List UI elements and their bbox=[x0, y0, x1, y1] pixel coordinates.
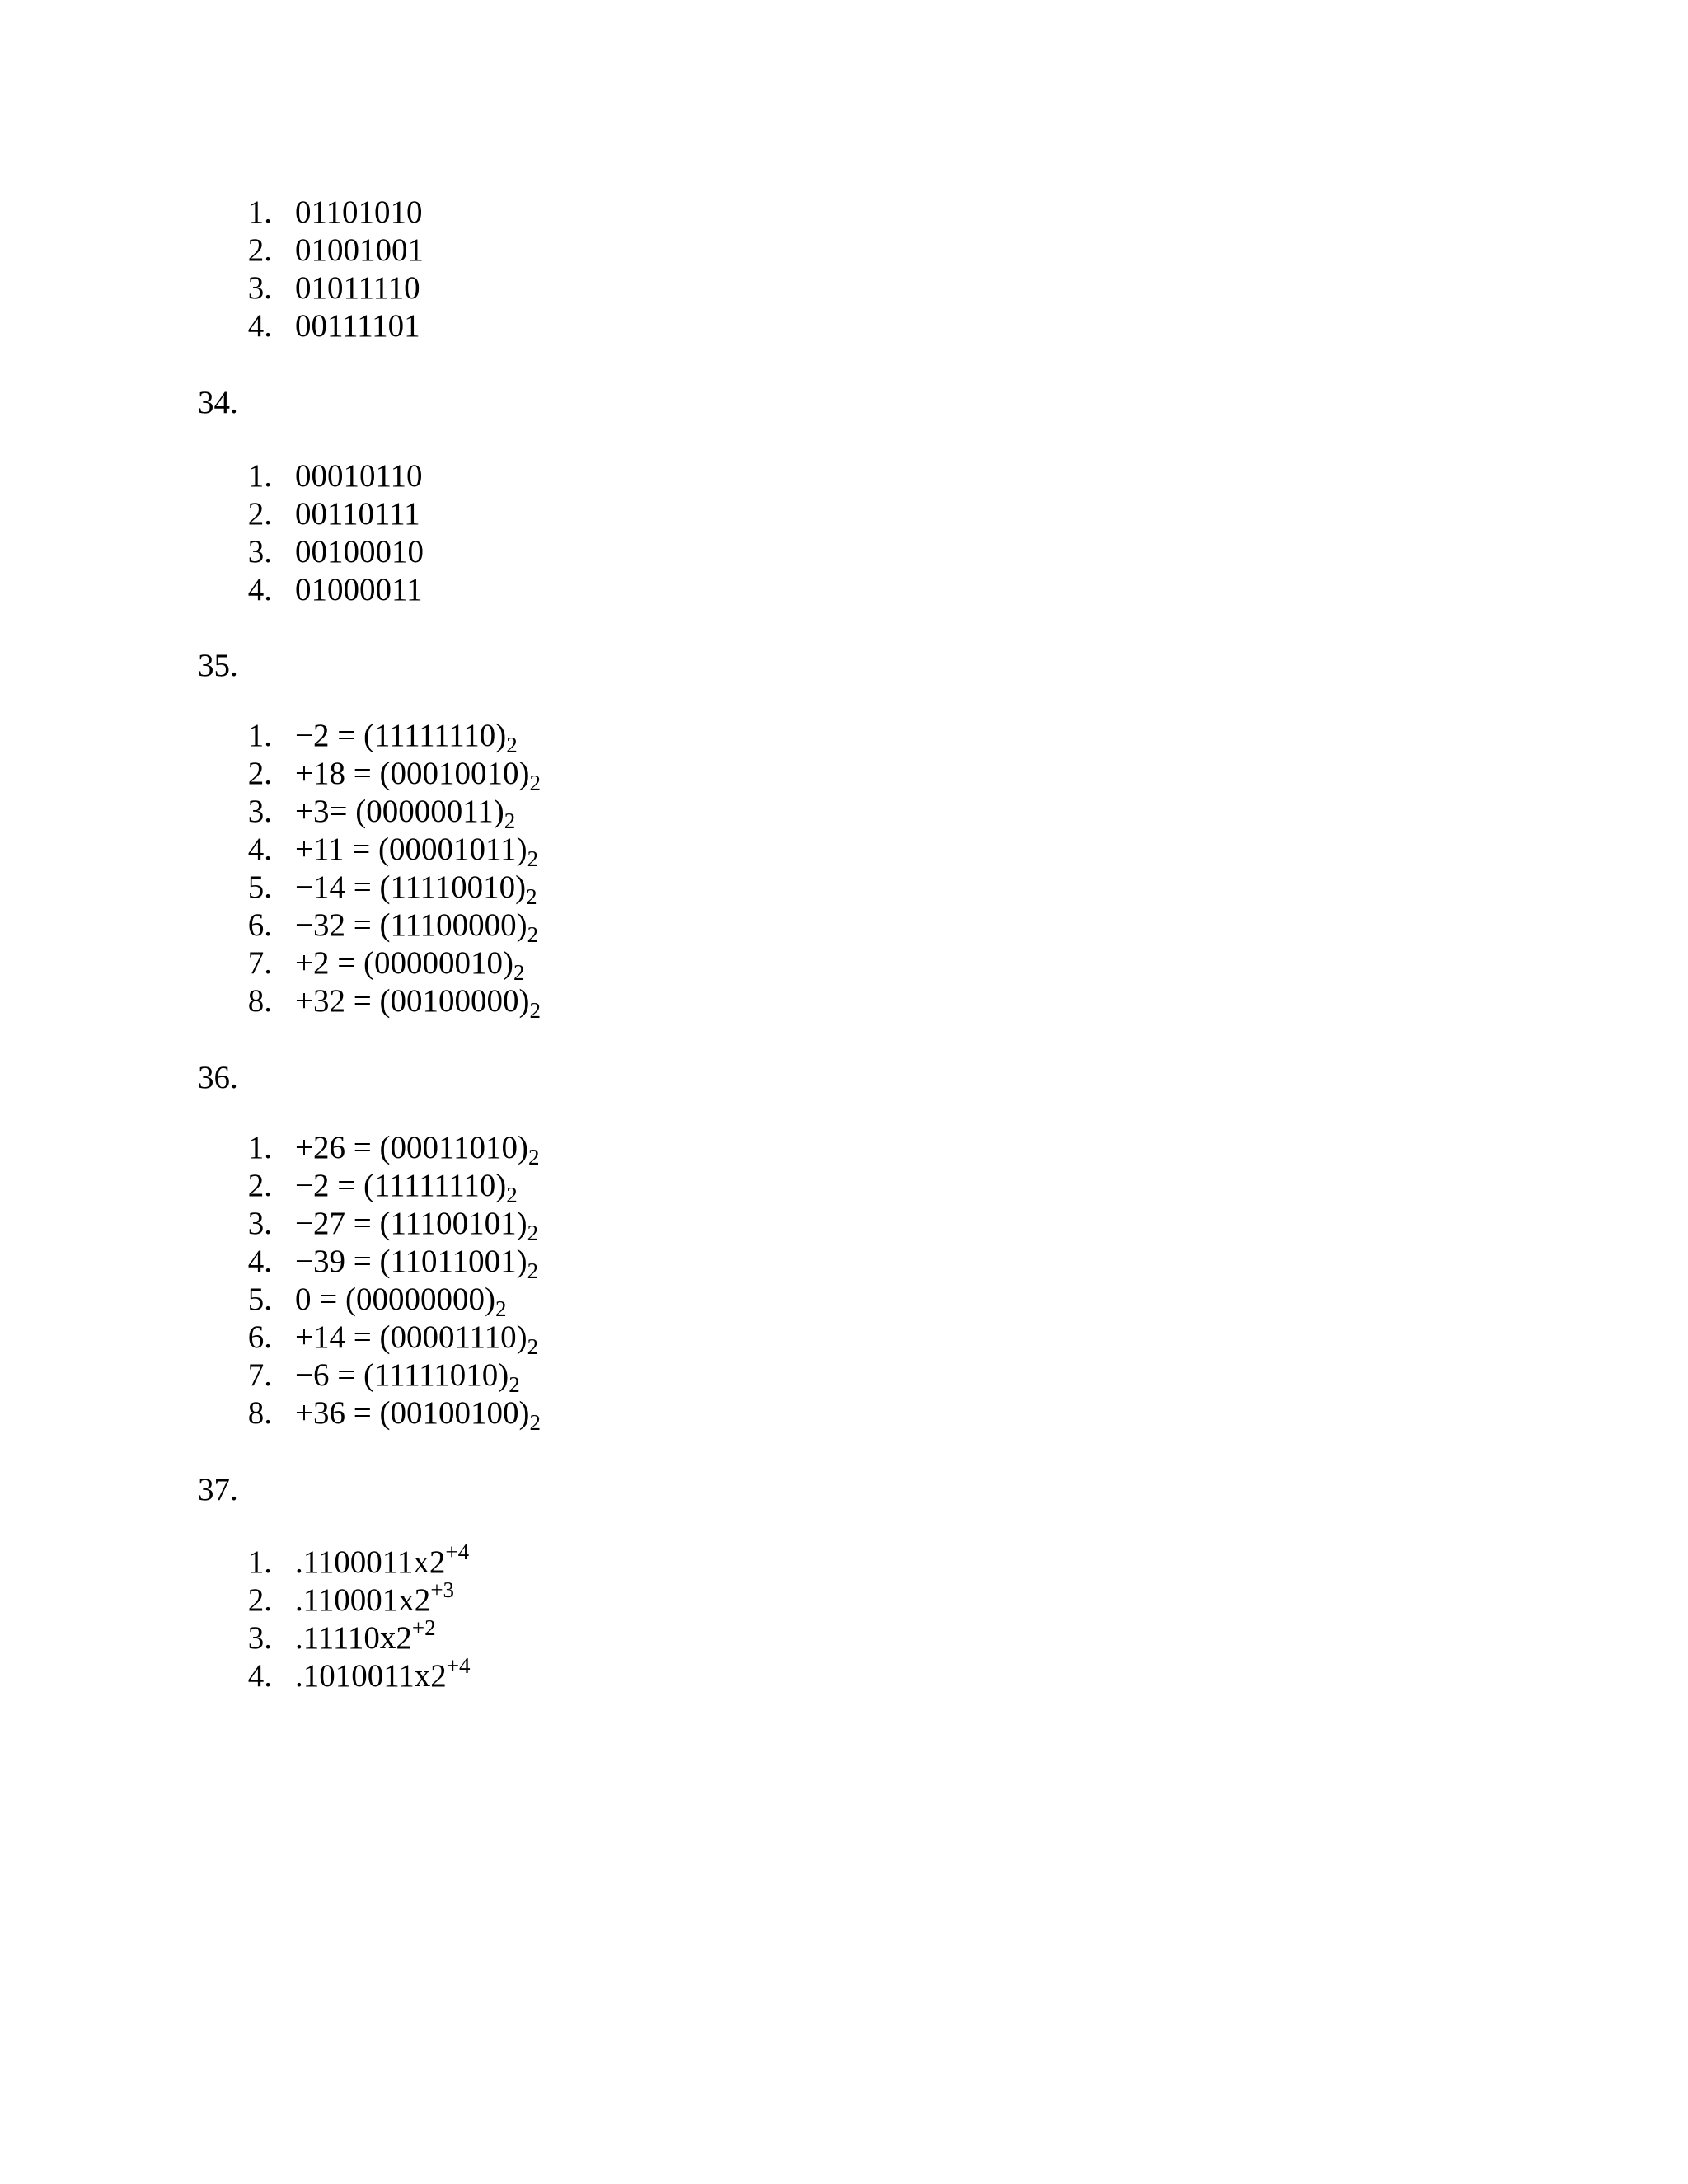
base-subscript: 2 bbox=[527, 1221, 539, 1245]
base-subscript: 2 bbox=[529, 771, 541, 795]
base-subscript: 2 bbox=[495, 1296, 507, 1321]
item-text: 01000011 bbox=[295, 572, 423, 607]
item-number: 3. bbox=[247, 270, 272, 306]
item-number: 4. bbox=[247, 1658, 272, 1694]
base-subscript: 2 bbox=[527, 846, 539, 871]
item-number: 6. bbox=[247, 1319, 272, 1355]
base-subscript: 2 bbox=[504, 808, 516, 833]
item-text: $+14 = (00001110)_2$ bbox=[295, 1319, 539, 1359]
item-text: $-6 = (11111010)_2$ bbox=[295, 1357, 520, 1397]
base-subscript: 2 bbox=[506, 1183, 518, 1207]
item-text: $.110001x2^{+3}$ bbox=[295, 1577, 455, 1618]
item-text: 00110111 bbox=[295, 496, 420, 532]
item-number: 3. bbox=[247, 794, 272, 829]
item-text: $-14 = (11110010)_2$ bbox=[295, 869, 537, 909]
item-number: 3. bbox=[247, 1206, 272, 1241]
item-text: $+26 = (00011010)_2$ bbox=[295, 1130, 540, 1169]
question-number: 35. bbox=[198, 648, 238, 683]
item-number: 1. bbox=[247, 1544, 272, 1580]
item-text: $-2 = (11111110)_2$ bbox=[295, 718, 518, 757]
base-subscript: 2 bbox=[526, 884, 537, 909]
item-number: 4. bbox=[247, 308, 272, 344]
item-text: $-39 = (11011001)_2$ bbox=[295, 1244, 539, 1283]
item-number: 5. bbox=[247, 869, 272, 905]
item-text: $+32 = (00100000)_2$ bbox=[295, 983, 541, 1023]
item-text: 00010110 bbox=[295, 458, 423, 494]
item-text: $+2 = (00000010)_2$ bbox=[295, 945, 525, 985]
item-text: $-27 = (11100101)_2$ bbox=[295, 1206, 539, 1245]
item-number: 4. bbox=[247, 1244, 272, 1279]
item-number: 2. bbox=[247, 756, 272, 791]
base-subscript: 2 bbox=[529, 1410, 541, 1435]
item-text: $+3= (00000011)_2$ bbox=[295, 794, 516, 833]
item-text: $+18 = (00010010)_2$ bbox=[295, 756, 541, 795]
item-number: 3. bbox=[247, 1620, 272, 1656]
item-number: 6. bbox=[247, 907, 272, 943]
base-subscript: 2 bbox=[509, 1372, 520, 1397]
item-text: $.1100011x2^{+4}$ bbox=[295, 1540, 470, 1580]
question-number: 34. bbox=[198, 385, 238, 420]
item-number: 8. bbox=[247, 983, 272, 1019]
item-number: 7. bbox=[247, 945, 272, 981]
item-number: 2. bbox=[247, 1168, 272, 1203]
item-text: $-32 = (11100000)_2$ bbox=[295, 907, 539, 947]
base-subscript: 2 bbox=[527, 1258, 539, 1283]
item-text: 00100010 bbox=[295, 534, 424, 569]
item-number: 2. bbox=[247, 232, 272, 268]
item-number: 2. bbox=[247, 496, 272, 532]
item-text: $+36 = (00100100)_2$ bbox=[295, 1395, 541, 1435]
base-subscript: 2 bbox=[528, 1145, 540, 1169]
item-number: 3. bbox=[247, 534, 272, 569]
exponent-superscript: +3 bbox=[430, 1577, 455, 1602]
exponent-superscript: +2 bbox=[411, 1615, 436, 1640]
item-text: 00111101 bbox=[295, 308, 420, 344]
exponent-superscript: +4 bbox=[446, 1653, 471, 1678]
question-number: 37. bbox=[198, 1472, 238, 1507]
item-text: 01101010 bbox=[295, 194, 423, 230]
item-number: 5. bbox=[247, 1282, 272, 1317]
exponent-superscript: +4 bbox=[445, 1540, 470, 1564]
item-text: $+11 = (00001011)_2$ bbox=[295, 832, 539, 871]
item-number: 1. bbox=[247, 1130, 272, 1165]
item-number: 7. bbox=[247, 1357, 272, 1393]
item-number: 2. bbox=[247, 1582, 272, 1618]
item-text: $-2 = (11111110)_2$ bbox=[295, 1168, 518, 1207]
item-number: 8. bbox=[247, 1395, 272, 1431]
item-number: 4. bbox=[247, 572, 272, 607]
item-number: 4. bbox=[247, 832, 272, 867]
item-text: 01011110 bbox=[295, 270, 420, 306]
item-text: $.1010011x2^{+4}$ bbox=[295, 1653, 471, 1694]
item-number: 1. bbox=[247, 194, 272, 230]
item-text: 01001001 bbox=[295, 232, 424, 268]
base-subscript: 2 bbox=[527, 1334, 539, 1359]
item-text: $0 = (00000000)_2$ bbox=[295, 1282, 507, 1321]
base-subscript: 2 bbox=[529, 998, 541, 1023]
item-text: $.11110x2^{+2}$ bbox=[295, 1615, 436, 1656]
base-subscript: 2 bbox=[506, 733, 518, 757]
base-subscript: 2 bbox=[513, 960, 525, 985]
item-number: 1. bbox=[247, 458, 272, 494]
question-number: 36. bbox=[198, 1060, 238, 1095]
item-number: 1. bbox=[247, 718, 272, 753]
base-subscript: 2 bbox=[527, 922, 539, 947]
